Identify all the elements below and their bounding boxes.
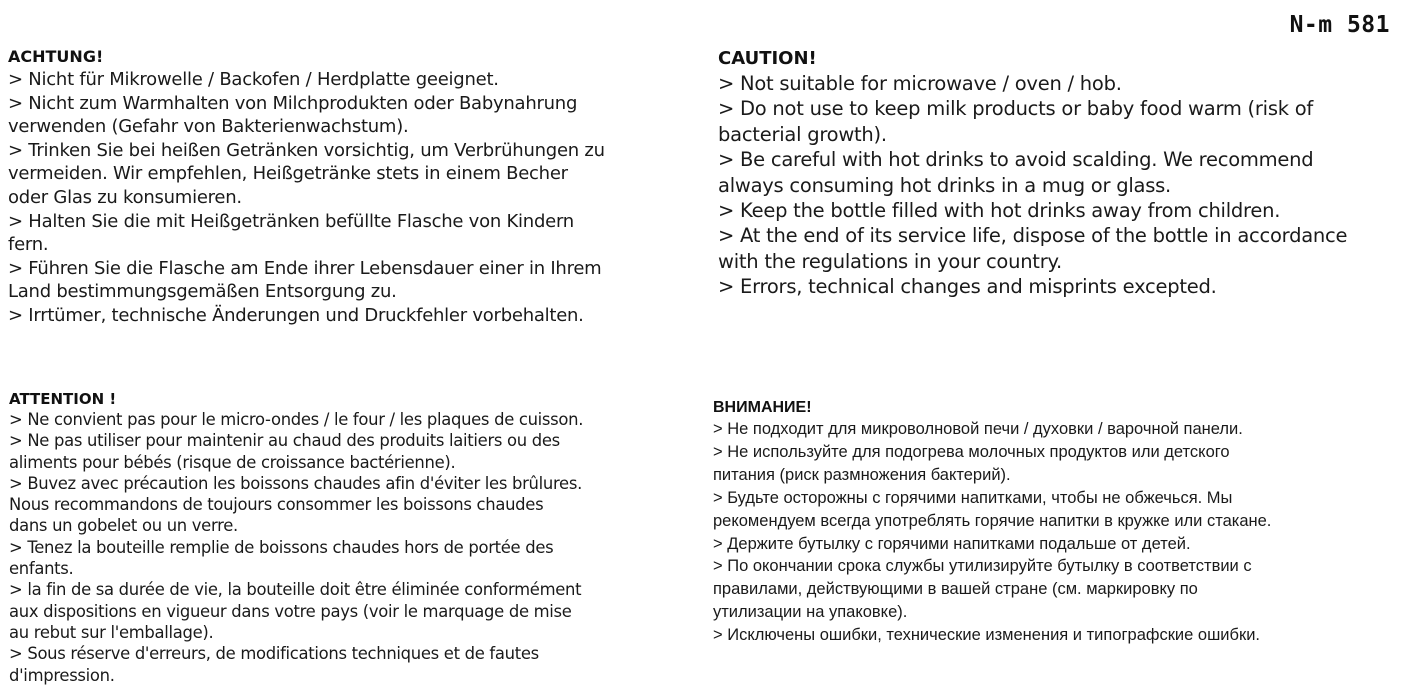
text-line: > Errors, technical changes and misprints excepted. [718, 275, 1217, 299]
text-line: oder Glas zu konsumieren. [8, 186, 242, 208]
text-line: Land bestimmungsgemäßen Entsorgung zu. [8, 281, 397, 303]
text-line: > Ne convient pas pour le micro-ondes / le four / les plaques de cuisson. [9, 410, 584, 429]
text-line: > Halten Sie die mit Heißgetränken befüllte Flasche von Kindern [8, 210, 574, 232]
text-line: > At the end of its service life, dispose of the bottle in accordance [718, 224, 1348, 248]
text-line: fern. [8, 234, 49, 256]
text-line: > По окончании срока службы утилизируйте бутылку в соответствии с [713, 557, 1252, 576]
warning-text-french [9, 409, 689, 686]
text-line: > Держите бутылку с горячими напитками подальше от детей. [713, 534, 1191, 553]
text-line: > Be careful with hot drinks to avoid scalding. We recommend [718, 148, 1314, 172]
warning-text-russian [713, 418, 1413, 647]
text-line: > Do not use to keep milk products or baby food warm (risk of [718, 97, 1314, 121]
text-line: > Nicht für Mikrowelle / Backofen / Herdplatte geeignet. [8, 69, 499, 90]
text-line: > la fin de sa durée de vie, la bouteille doit être éliminée conformément [9, 580, 582, 600]
warning-heading-french: ATTENTION ! [9, 390, 117, 408]
text-line: > Nicht zum Warmhalten von Milchprodukten oder Babynahrung [8, 92, 578, 114]
warning-block-english [718, 47, 1408, 300]
text-line: утилизации на упаковке). [713, 603, 908, 622]
warning-text-german [8, 68, 688, 328]
text-line: питания (риск размножения бактерий). [713, 465, 1011, 484]
warning-block-russian [713, 398, 1413, 647]
warning-heading-english: CAUTION! [718, 48, 817, 69]
text-line: > Sous réserve d'erreurs, de modifications techniques et de fautes [9, 644, 539, 664]
text-line: > Keep the bottle filled with hot drinks away from children. [718, 199, 1281, 223]
text-line: bacterial growth). [718, 122, 887, 146]
document-code: N-m 581 [1289, 12, 1390, 38]
text-line: > Не подходит для микроволновой печи / духовки / варочной панели. [713, 420, 1243, 438]
text-line: > Führen Sie die Flasche am Ende ihrer Lebensdauer einer in Ihrem [8, 257, 602, 279]
text-line: > Исключены ошибки, технические изменения и типографские ошибки. [713, 626, 1260, 645]
text-line: > Not suitable for microwave / oven / hob. [718, 72, 1122, 95]
text-line: always consuming hot drinks in a mug or glass. [718, 173, 1171, 197]
warning-heading-german: ACHTUNG! [8, 47, 104, 66]
text-line: > Tenez la bouteille remplie de boissons chaudes hors de portée des [9, 537, 554, 557]
warning-block-german [8, 46, 688, 328]
text-line: > Irrtümer, technische Änderungen und Druckfehler vorbehalten. [8, 304, 584, 326]
text-line: > Buvez avec précaution les boissons chaudes afin d'éviter les brûlures. [9, 473, 582, 493]
text-line: au rebut sur l'emballage). [9, 622, 214, 642]
text-line: aliments pour bébés (risque de croissance bactérienne). [9, 452, 456, 472]
text-line: рекомендуем всегда употреблять горячие напитки в кружке или стакане. [713, 511, 1272, 530]
text-line: aux dispositions en vigueur dans votre pays (voir le marquage de mise [9, 601, 572, 621]
text-line: > Ne pas utiliser pour maintenir au chaud des produits laitiers ou des [9, 431, 560, 451]
warning-text-english [718, 71, 1408, 300]
text-line: with the regulations in your country. [718, 249, 1062, 273]
warning-block-french [9, 390, 689, 686]
text-line: > Не используйте для подогрева молочных продуктов или детского [713, 442, 1230, 461]
text-line: enfants. [9, 559, 74, 579]
text-line: d'impression. [9, 665, 115, 685]
text-line: verwenden (Gefahr von Bakterienwachstum). [8, 116, 409, 138]
text-line: Nous recommandons de toujours consommer les boissons chaudes [9, 495, 544, 515]
text-line: правилами, действующими в вашей стране (см. маркировку по [713, 580, 1198, 599]
text-line: vermeiden. Wir empfehlen, Heißgetränke stets in einem Becher [8, 163, 568, 185]
warning-heading-russian: ВНИМАНИЕ! [713, 399, 812, 416]
text-line: dans un gobelet ou un verre. [9, 516, 238, 536]
text-line: > Будьте осторожны с горячими напитками, чтобы не обжечься. Мы [713, 488, 1233, 507]
text-line: > Trinken Sie bei heißen Getränken vorsichtig, um Verbrühungen zu [8, 139, 605, 161]
